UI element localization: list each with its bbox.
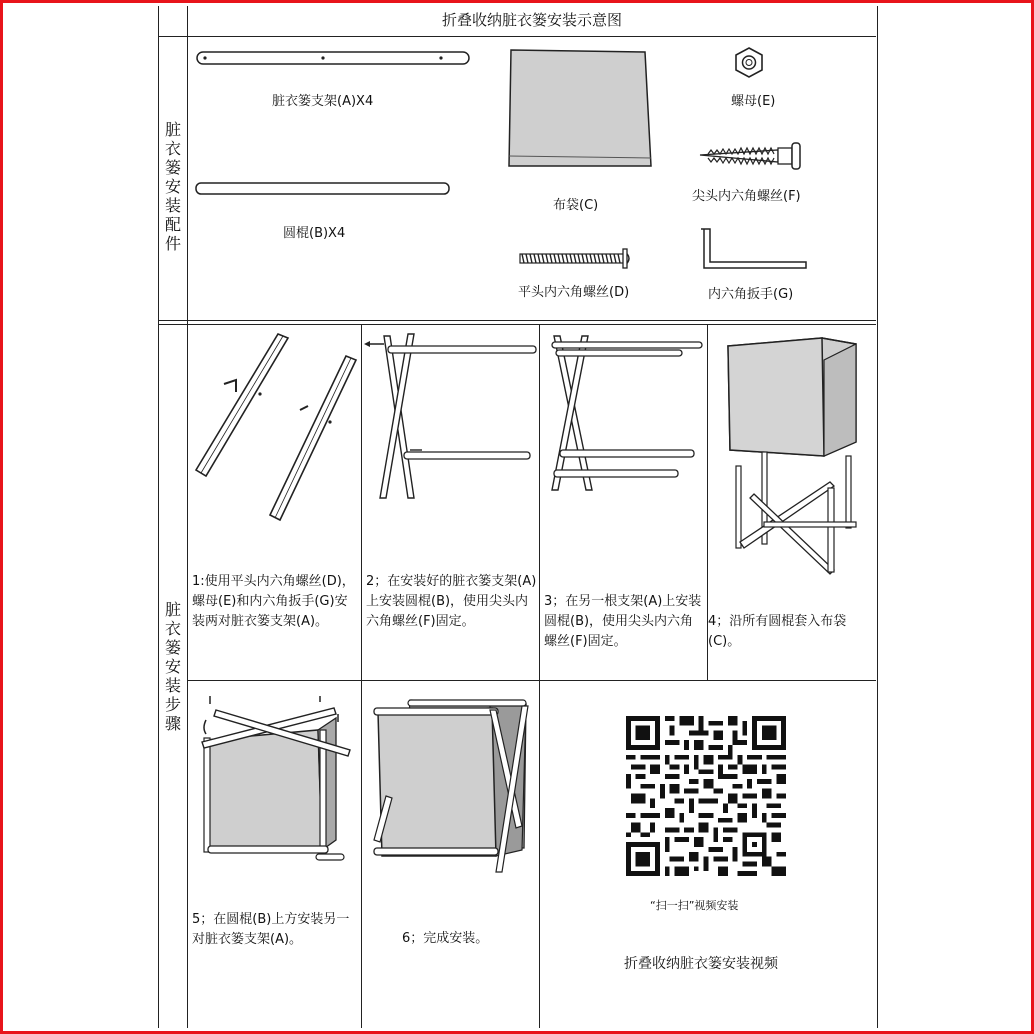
part-label-pointed-screw-f: 尖头内六角螺丝(F): [692, 189, 801, 204]
step-3-text: 3；在另一根支架(A)上安装圆棍(B)，使用尖头内六角螺丝(F)固定。: [544, 594, 702, 649]
grid-line: [188, 680, 876, 681]
part-label-flat-screw-d: 平头内六角螺丝(D): [518, 285, 630, 300]
grid-line: [158, 36, 876, 37]
step4-illustration: [724, 332, 872, 582]
flat-screw-icon: [518, 246, 638, 272]
grid-line: [361, 324, 362, 1028]
grid-line: [158, 324, 876, 325]
step5-illustration: [196, 690, 356, 874]
part-label-wrench-g: 内六角扳手(G): [708, 287, 794, 302]
step-6-text: 6；完成安装。: [402, 931, 489, 946]
pointed-screw-icon: [698, 140, 808, 174]
step1-illustration: [190, 330, 360, 520]
side-label-parts: 脏 衣 篓 安 装 配 件: [164, 120, 181, 253]
step-1-text: 1:使用平头内六角螺丝(D)，螺母(E)和内六角扳手(G)安装两对脏衣篓支架(A)。: [192, 574, 355, 629]
frame-a-illustration: [195, 48, 475, 68]
step-2-text: 2；在安装好的脏衣篓支架(A)上安装圆棍(B)，使用尖头内六角螺丝(F)固定。: [366, 574, 537, 629]
step-5-text: 5；在圆棍(B)上方安装另一对脏衣篓支架(A)。: [192, 912, 350, 947]
part-label-rod-b: 圆棍(B)X4: [283, 226, 346, 241]
part-label-bag-c: 布袋(C): [553, 198, 599, 213]
page-title: 折叠收纳脏衣篓安装示意图: [441, 11, 622, 29]
rod-b-illustration: [195, 180, 455, 198]
hex-wrench-icon: [696, 226, 812, 272]
step-4-text: 4；沿所有圆棍套入布袋(C)。: [708, 614, 847, 649]
step2-illustration: [364, 330, 540, 506]
step6-illustration: [372, 696, 534, 876]
qr-caption: “扫一扫”视频安装: [650, 899, 739, 912]
side-label-steps: 脏 衣 篓 安 装 步 骤: [164, 600, 181, 733]
grid-line: [158, 320, 876, 321]
bag-c-illustration: [505, 48, 655, 172]
nut-icon: [733, 47, 765, 79]
step3-illustration: [544, 330, 706, 506]
part-label-frame-a: 脏衣篓支架(A)X4: [272, 94, 374, 109]
part-label-nut-e: 螺母(E): [731, 94, 776, 109]
qr-title: 折叠收纳脏衣篓安装视频: [624, 956, 778, 972]
qr-code: [626, 716, 786, 876]
